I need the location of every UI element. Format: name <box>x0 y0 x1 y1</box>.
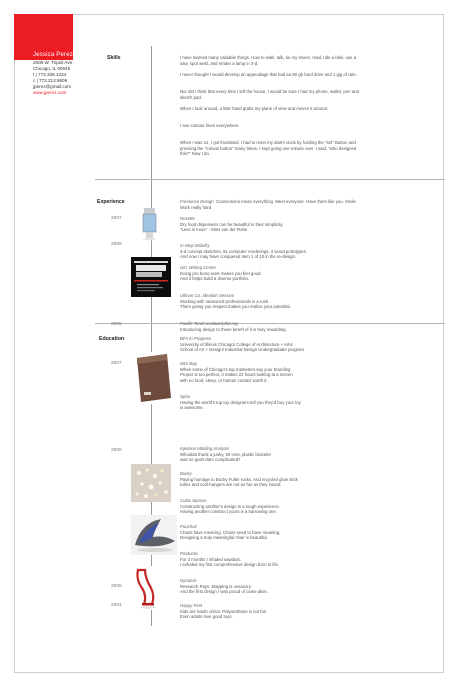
skills-paragraph: I see contour lines everywhere. <box>180 123 240 128</box>
cell-line: c | 773.213.9609 <box>33 78 68 84</box>
experience-item <box>180 293 360 310</box>
phone-line: t | 773.338.1234 <box>33 72 67 78</box>
education-item-text: Constructing another's design is a tough experience. <box>180 503 280 509</box>
skills-paragraph: I have learned many valuable things. How to walk, talk, tie my shoes, read, ride a bike, use a saw, spot weld, and render a lamp in 3-d. <box>180 55 357 66</box>
experience-item-text: Dry food dispensers can be beautiful in their simplicity. <box>180 221 284 227</box>
happy-feet-image <box>133 566 159 610</box>
year-label: 2006 <box>111 448 122 453</box>
education-item-title: Injection Molding Analysis <box>180 446 230 451</box>
experience-item-title: In-Step Mobility <box>180 243 210 248</box>
experience-item-text: Them giving you respect makes you realize your potential. <box>180 304 291 310</box>
education-item-title: Dynamic <box>180 578 197 583</box>
experience-intro <box>180 199 360 210</box>
skills-paragraph: Nor did I think that every time I left the house, I would be sure I had my phone, wallet, pen and sketch pad. <box>180 89 359 100</box>
experience-item-text: "Less is more" - Mies van der Rohe <box>180 227 248 233</box>
education-item-text: Research Pays. Mapping is unsavory. <box>180 583 252 589</box>
education-intro-text: School of Art + Design/ Industrial Design Undergraduate program <box>180 347 305 353</box>
education-item-text: Designing a truly meaningful chair is beautiful. <box>180 535 268 541</box>
skills-paragraph: When I was 12, I got frustrated. I had to reset my alarm clock by holding the "set" Button and pressing the "minute button" many times. I kept going one minute over. I said, "who designed this?" Now I do. <box>180 140 357 157</box>
experience-item-text: And it helps build a diverse portfolio. <box>180 276 250 282</box>
year-label: 2007 <box>111 361 122 366</box>
experience-item-text: Doing pro bono work makes you feel good. <box>180 270 262 276</box>
section-divider-skills <box>95 179 445 180</box>
education-item <box>180 578 360 595</box>
education-item <box>180 471 360 488</box>
education-item-title: Cubic Spaces <box>180 498 207 503</box>
email-link[interactable]: jperez@gmail.com <box>33 84 72 90</box>
education-item <box>180 361 360 383</box>
education-item-text: Whoulda thunk a junky, 50 cent, plastic bracelet <box>180 451 271 457</box>
skills-paragraph: I never thought I would develop an appendage that had an 80 gb hard drive and 1 gig of ram. <box>180 72 357 77</box>
experience-item-title: Ullman Co. Ideation Session <box>180 293 235 298</box>
education-item-text: Having the world's top toy designers tell you they'd buy your toy <box>180 399 301 405</box>
education-item-title: Bucky <box>180 471 192 476</box>
education-intro-text: University of Illinois Chicago/ College of Architecture + Arts/ <box>180 341 293 347</box>
education-item-title: Mini Bag <box>180 361 197 366</box>
year-label: 2004 <box>111 603 122 608</box>
education-item-text: Paying homage to Bucky Fuller rocks. And recycled glow stick <box>180 476 298 482</box>
education-item <box>180 603 360 620</box>
experience-intro-text: Connections mean everything. Meet everyone. Have them like you. Smile. Work really hard. <box>180 199 357 210</box>
education-item <box>180 394 360 411</box>
education-item-title: Productiv <box>180 551 198 556</box>
education-item-text: was so gosh-darn complicated? <box>180 457 241 463</box>
education-item-title: Happy Feet <box>180 603 203 608</box>
education-item-title: Spho <box>180 394 191 399</box>
education-item-text: Even adults love good toys. <box>180 614 233 620</box>
education-intro-title: BFA In Progress <box>180 336 212 341</box>
experience-item <box>180 243 360 260</box>
education-intro <box>180 336 360 353</box>
education-item-text: is awesome. <box>180 405 204 411</box>
experience-item-title: Rosette <box>180 216 195 221</box>
education-item <box>180 498 360 515</box>
name-title: Jessica Perez <box>33 52 73 58</box>
mini-bag-image <box>131 352 175 404</box>
education-item-text: When some of Chicago's top marketers say your branding <box>180 366 291 372</box>
experience-item-text: Working with seasoned professionals is a rush. <box>180 298 270 304</box>
education-item-text: Kids are harsh critics. Polyurethane is not fun. <box>180 608 268 614</box>
year-label: 2005 <box>111 322 122 327</box>
skills-heading: Skills <box>107 55 121 61</box>
education-item-text: And the first design I was proud of came alive. <box>180 589 268 595</box>
rosette-image <box>131 206 167 242</box>
pouchair-image <box>131 515 177 555</box>
skills-paragraph: When I look around, a little hand grabs my plane of view and moves it around. <box>180 106 329 111</box>
education-item <box>180 446 360 463</box>
education-heading: Education <box>99 336 125 342</box>
experience-intro-title: Freelance Design <box>180 199 214 204</box>
poster-image <box>131 257 171 297</box>
education-item <box>180 524 360 541</box>
experience-item-text: Introducing design to those bereft of it is truly rewarding. <box>180 326 287 332</box>
experience-item <box>180 265 360 282</box>
experience-heading: Experience <box>97 199 125 205</box>
education-item-text: tubes and cool-hangers are not as fun as they sound. <box>180 482 282 488</box>
year-label: 2005 <box>111 584 122 589</box>
contact-info <box>33 60 72 97</box>
education-item-text: Project is too perfect, it makes 22 hours looking at a screen <box>180 372 293 378</box>
bucky-image <box>131 464 171 502</box>
experience-item-title: Pacific Torah Institute/pthz.org <box>180 321 238 326</box>
experience-item-text: 3-d concept sketches, 91 computer renderings, 3 wood prototypes. <box>180 248 308 254</box>
city-line: Chicago, IL 60645 <box>33 66 71 72</box>
education-item-text: For 3 months I inhaled sawdust. <box>180 556 241 562</box>
education-item-text: Having another construct yours is a harrowing one. <box>180 509 277 515</box>
year-label: 2006 <box>111 242 122 247</box>
education-item-text: Chairs have meaning. Chairs need to have meaning. <box>180 529 281 535</box>
education-item-text: with no food, sleep, or human contact worth it. <box>180 377 268 383</box>
website-link[interactable]: www.jperez.com <box>33 90 67 96</box>
education-item-text: I exhaled my first comprehensive design born to life. <box>180 562 280 568</box>
experience-item-text: And now I may have conquered item 1 of 10 in the re-design. <box>180 254 297 260</box>
address-line: 2508 W. Tripoli Ave <box>33 60 73 65</box>
experience-item-title: UIC Writing Center <box>180 265 217 270</box>
education-item <box>180 551 360 568</box>
experience-item <box>180 216 360 233</box>
experience-item <box>180 321 360 332</box>
year-label: 2007 <box>111 216 122 221</box>
education-item-title: Pouchair <box>180 524 197 529</box>
